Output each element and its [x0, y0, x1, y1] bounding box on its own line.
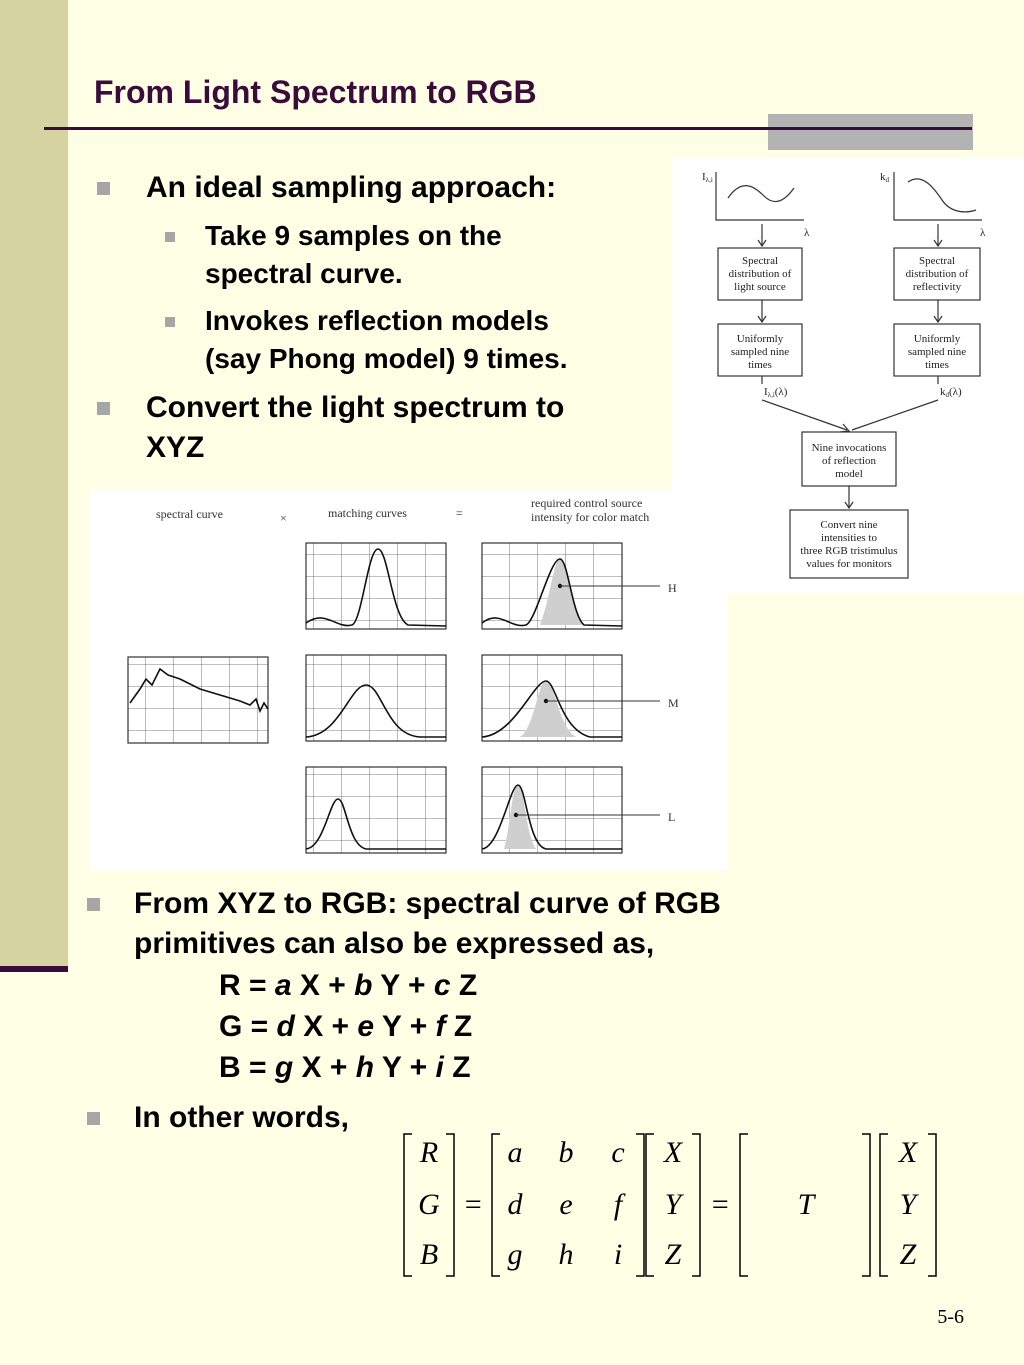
result-curve-m — [482, 655, 679, 741]
flow-box-text: Uniformly — [736, 333, 784, 345]
bullet-marker — [87, 898, 100, 911]
bullet-text: An ideal sampling approach: — [146, 171, 557, 204]
bullet-text: primitives can also be expressed as, — [134, 927, 655, 960]
flow-box-text: Uniformly — [913, 333, 961, 345]
matrix-lhs-r: R — [419, 1136, 439, 1169]
flow-box-text: model — [835, 468, 863, 480]
page-number: 5-6 — [937, 1306, 964, 1328]
matching-curve-h — [306, 543, 446, 629]
label-matching-curves: matching curves — [328, 506, 407, 520]
vec-x: X — [663, 1136, 683, 1169]
flow-box-text: Convert nine — [820, 519, 878, 531]
axis-label-lambda-right: λ — [980, 227, 986, 239]
times-symbol: × — [280, 511, 287, 525]
sub-bullet-reflection — [205, 302, 568, 378]
flow-box-text: times — [925, 359, 949, 371]
flow-box-text: sampled nine — [730, 346, 790, 358]
equation-g: G = d X + e Y + f Z — [219, 1010, 473, 1043]
label-h: H — [668, 581, 677, 595]
flow-box-text: values for monitors — [806, 558, 892, 570]
equation-b: B = g X + h Y + i Z — [219, 1051, 471, 1084]
equation-r: R = a X + b Y + c Z — [219, 969, 478, 1002]
flow-box-text: times — [748, 359, 772, 371]
sidebar-decoration — [0, 0, 68, 968]
bullet-marker — [97, 182, 110, 195]
vec2-z: Z — [899, 1238, 917, 1271]
flow-box-text: distribution of — [905, 268, 969, 280]
vec-z: Z — [664, 1238, 682, 1271]
coeff: b — [558, 1136, 574, 1169]
flow-box-text: reflectivity — [912, 281, 962, 293]
coeff: a — [507, 1136, 523, 1169]
bullet-text: Convert the light spectrum to — [146, 391, 565, 424]
matrix-equation — [400, 1130, 945, 1280]
flow-box-text: Spectral — [741, 255, 779, 267]
matrix-lhs-b: B — [419, 1238, 439, 1271]
equals-symbol: = — [456, 506, 463, 520]
bullet-marker — [165, 232, 175, 242]
matrix-t: T — [797, 1188, 815, 1221]
matrix-lhs-g: G — [418, 1188, 440, 1221]
label-required: intensity for color match — [531, 510, 650, 524]
title-rule — [44, 127, 972, 130]
slide-title: From Light Spectrum to RGB — [94, 74, 537, 110]
sub-bullet-samples — [205, 217, 502, 293]
coeff: d — [507, 1188, 523, 1221]
coeff: h — [558, 1238, 574, 1271]
flow-label-left: Iλ,i(λ) — [764, 386, 788, 399]
bullet-xyz-to-rgb — [134, 884, 721, 964]
axis-label-right: kd — [880, 171, 889, 184]
bullet-marker — [165, 317, 175, 327]
bullet-text: spectral curve. — [205, 258, 403, 289]
coeff: i — [613, 1238, 623, 1271]
flow-box-text: sampled nine — [907, 346, 967, 358]
bullet-text: Invokes reflection models — [205, 305, 549, 336]
coeff: f — [613, 1188, 623, 1221]
matching-curves-figure — [90, 489, 728, 871]
bullet-text: From XYZ to RGB: spectral curve of RGB — [134, 887, 721, 920]
coeff: g — [507, 1238, 523, 1271]
matrix-equals: = — [709, 1188, 731, 1221]
flow-box-text: intensities to — [821, 532, 877, 544]
matrix-equals: = — [462, 1188, 484, 1221]
bullet-in-other-words — [134, 1098, 349, 1138]
vec2-y: Y — [899, 1188, 917, 1221]
result-curve-h — [482, 543, 677, 629]
axis-label-left: Iλ,i — [702, 171, 713, 184]
bullet-marker — [97, 402, 110, 415]
vec-y: Y — [664, 1188, 682, 1221]
label-spectral-curve: spectral curve — [156, 507, 223, 521]
title-accent-block — [768, 114, 973, 150]
bullet-convert-xyz — [146, 388, 564, 468]
flow-box-text: of reflection — [821, 455, 877, 467]
label-m: M — [668, 696, 679, 710]
bullet-sampling — [146, 168, 556, 208]
coeff: c — [611, 1136, 625, 1169]
matching-curve-l — [306, 767, 446, 853]
result-curve-l — [482, 767, 675, 853]
flow-box-text: Nine invocations — [811, 442, 887, 454]
bullet-marker — [87, 1112, 100, 1125]
flow-box-text: three RGB tristimulus — [800, 545, 898, 557]
vec2-x: X — [898, 1136, 918, 1169]
label-required: required control source — [531, 496, 643, 510]
flow-box-text: light source — [734, 281, 786, 293]
axis-label-lambda-left: λ — [804, 227, 810, 239]
flow-box-text: distribution of — [728, 268, 792, 280]
sidebar-rule — [0, 966, 68, 972]
flow-label-right: kd(λ) — [940, 386, 962, 399]
spectral-curve-graph — [128, 657, 268, 743]
bullet-text: XYZ — [146, 431, 205, 464]
bullet-text: In other words, — [134, 1101, 350, 1134]
bullet-text: Take 9 samples on the — [205, 220, 502, 251]
bullet-text: (say Phong model) 9 times. — [205, 343, 568, 374]
matching-curve-m — [306, 655, 446, 741]
coeff: e — [559, 1188, 573, 1221]
flow-box-text: Spectral — [918, 255, 956, 267]
label-l: L — [668, 810, 676, 824]
